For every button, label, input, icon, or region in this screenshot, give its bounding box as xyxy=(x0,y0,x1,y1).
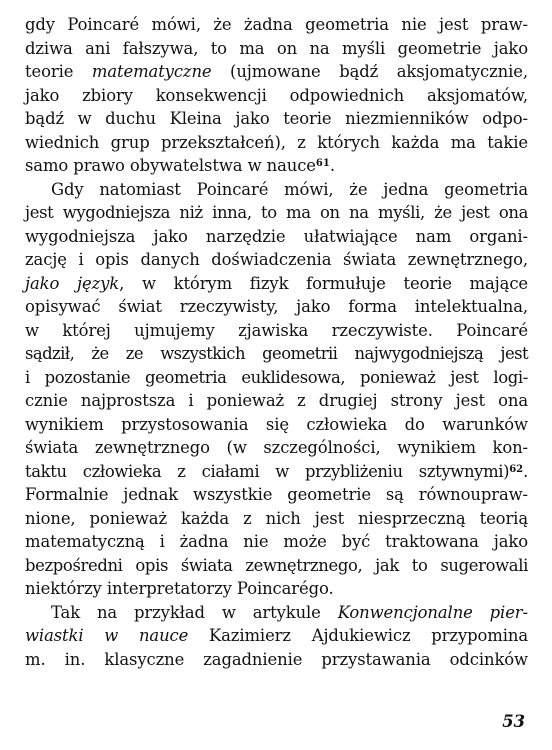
footnote-marker: 62 xyxy=(509,463,524,475)
paragraph xyxy=(25,601,528,672)
paragraph xyxy=(25,178,528,601)
italic-text: matematyczne xyxy=(91,62,212,81)
text-line: taktu człowieka z ciałami w przybliżeniu sztywnymi)$^{62}$. xyxy=(25,461,528,481)
text-line: jest wygodniejsza niż inna, to ma on na myśli, że jest ona xyxy=(25,203,528,222)
text-line: zację i opis danych doświadczenia świata zewnętrznego, xyxy=(25,250,528,269)
text-line: wygodniejsza jako narzędzie ułatwiające nam organi- xyxy=(25,226,528,246)
text-line: sądził, że ze wszystkich geometrii najwygodniejszą jest xyxy=(25,344,528,363)
text-line: nione, ponieważ każda z nich jest niesprzeczną teorią xyxy=(25,508,528,528)
italic-text: Konwencjonalne pier- xyxy=(337,602,528,622)
text-line: w której ujmujemy zjawiska rzeczywiste. Poincaré xyxy=(25,320,528,340)
text-line: matematyczną i żadna nie może być traktowana jako xyxy=(25,532,528,551)
text-line: jako zbiory konsekwencji odpowiednich aksjomatów, xyxy=(25,85,528,105)
text-line: wiastki w nauce Kazimierz Ajdukiewicz przypomina xyxy=(25,626,528,645)
paragraph xyxy=(25,13,528,178)
text-line: wynikiem przystosowania się człowieka do warunków xyxy=(25,414,528,434)
footnote-marker: 61 xyxy=(315,158,330,169)
text-line: samo prawo obywatelstwa w nauce$^{61}$. xyxy=(25,156,335,175)
italic-text: wiastki w nauce xyxy=(25,626,189,645)
text-line: Formalnie jednak wszystkie geometrie są równoupraw- xyxy=(25,485,528,504)
text-line: opisywać świat rzeczywisty, jako forma intelektualna, xyxy=(25,297,528,316)
body-text xyxy=(25,13,528,671)
text-line: dziwa ani fałszywa, to ma on na myśli geometrie jako xyxy=(25,38,528,58)
text-line: m. in. klasyczne zagadnienie przystawania odcinków xyxy=(25,649,528,669)
text-line: niektórzy interpretatorzy Poincarégo. xyxy=(25,579,334,598)
page-number: 53 xyxy=(502,712,525,731)
text-line: cznie najprostsza i ponieważ z drugiej strony jest ona xyxy=(25,391,528,410)
italic-text: jako język xyxy=(25,273,120,293)
text-line: bezpośredni opis świata zewnętrznego, jak to sugerowali xyxy=(25,555,528,575)
text-line: gdy Poincaré mówi, że żadna geometria nie jest praw- xyxy=(25,15,528,34)
text-line: teorie matematyczne (ujmowane bądź aksjomatycznie, xyxy=(25,62,528,81)
text-line: Gdy natomiast Poincaré mówi, że jedna geometria xyxy=(51,179,528,199)
text-line: wiednich grup przekształceń), z których każda ma takie xyxy=(25,132,528,152)
text-line: świata zewnętrznego (w szczególności, wynikiem kon- xyxy=(25,438,528,457)
text-line: Tak na przykład w artykule Konwencjonalne pier- xyxy=(51,602,528,622)
text-line: i pozostanie geometria euklidesowa, ponieważ jest logi- xyxy=(25,367,528,387)
text-line: bądź w duchu Kleina jako teorie niezmienników odpo- xyxy=(25,109,528,128)
text-line: jako język, w którym fizyk formułuje teorie mające xyxy=(25,273,528,293)
